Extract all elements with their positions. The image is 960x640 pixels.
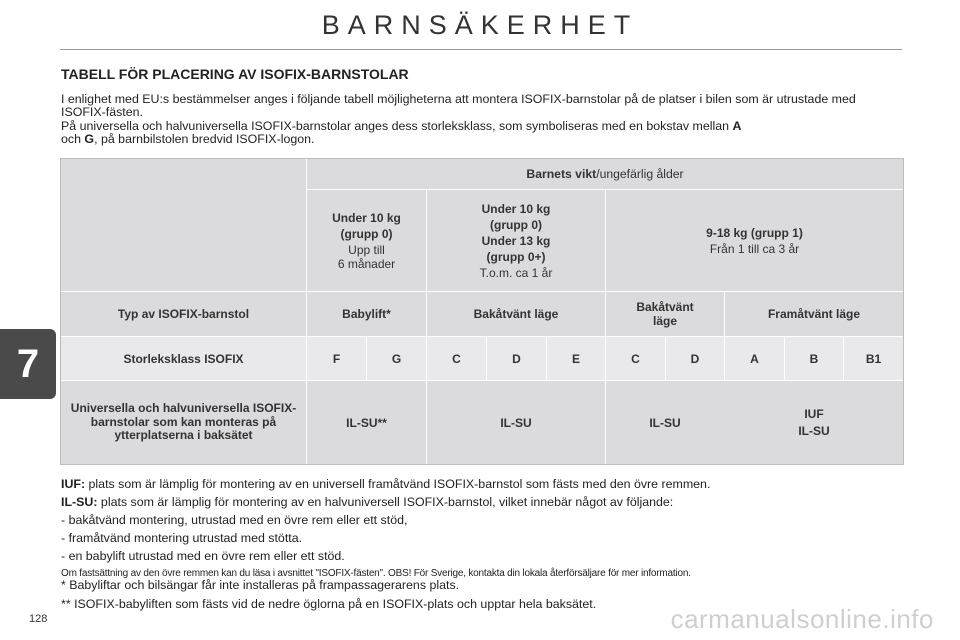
legend-notes	[61, 475, 911, 583]
page-header: BARNSÄKERHET	[321, 10, 639, 40]
group-header-3: 9-18 kg (grupp 1) Från 1 till ca 3 år	[706, 225, 803, 256]
note-iuf: IUF: plats som är lämplig för montering av en universell framåtvänd ISOFIX-barnstol som fästs med den övre remmen.	[61, 477, 711, 491]
watermark: carmanualsonline.info	[670, 604, 934, 634]
note-bullet: - en babylift utrustad med en övre rem eller ett stöd.	[61, 549, 345, 563]
size-cell: D	[512, 351, 521, 366]
size-cell: F	[332, 351, 341, 366]
value-group-1-forward: IUF IL-SU	[798, 407, 830, 438]
group-header-2: Under 10 kg (grupp 0) Under 13 kg (grupp 0+) T.o.m. ca 1 år	[479, 201, 553, 280]
note-bullet: - bakåtvänd montering, utrustad med en övre rem eller ett stöd,	[61, 513, 408, 527]
type-rearward-2: Bakåtvänt läge	[636, 300, 694, 328]
size-cell: E	[571, 351, 580, 366]
size-row-label: Storleksklass ISOFIX	[123, 351, 244, 366]
note-small-print: Om fastsättning av den övre remmen kan du läsa i avsnittet "ISOFIX-fästen". OBS! För Sverige, kontakta din lokala återförsäljare för mer information.	[61, 568, 691, 579]
group-header-1: Under 10 kg (grupp 0) Upp till 6 månader	[332, 210, 401, 271]
intro-paragraph-2: På universella och halvuniversella ISOFIX-barnstolar anges dess storleksklass, som symboliseras med en bokstav mellan A och G, på barnbilstolen bredvid ISOFIX-logon.	[61, 119, 742, 146]
note-bullet: - framåtvänd montering utrustad med stötta.	[61, 531, 303, 545]
isofix-table	[60, 158, 904, 465]
note-ilsu: IL-SU: plats som är lämplig för montering av en halvuniversell ISOFIX-barnstol, vilket innebär något av följande:	[61, 495, 674, 509]
value-group-0: IL-SU	[500, 415, 532, 430]
page-number: 128	[29, 613, 48, 625]
footnote-2: ** ISOFIX-babyliften som fästs vid de nedre öglorna på en ISOFIX-plats och upptar hela baksätet.	[61, 597, 597, 611]
size-cell: B	[809, 351, 819, 366]
header-rule	[60, 49, 902, 50]
size-cell: G	[391, 351, 402, 366]
intro-text	[61, 93, 903, 146]
size-cell: C	[631, 351, 640, 366]
chapter-tab	[0, 329, 56, 399]
size-cell: B1	[865, 351, 882, 366]
intro-paragraph-1: I enlighet med EU:s bestämmelser anges i följande tabell möjligheterna att montera ISOFIX-barnstolar på de platser i bilen som är utrustade med ISOFIX-fästen.	[61, 92, 856, 119]
universal-row-label: Universella och halvuniversella ISOFIX-barnstolar som kan monteras på ytterplatserna i baksätet	[70, 401, 297, 443]
chapter-number: 7	[16, 342, 40, 386]
value-group-1-rear: IL-SU	[649, 415, 681, 430]
weight-header: Barnets vikt/ungefärlig ålder	[526, 167, 684, 181]
type-rearward-1: Bakåtvänt läge	[473, 307, 559, 321]
size-cell: C	[452, 351, 461, 366]
section-title: TABELL FÖR PLACERING AV ISOFIX-BARNSTOLAR	[61, 66, 409, 82]
footnote-1: * Babyliftar och bilsängar får inte installeras på frampassagerarens plats.	[61, 578, 460, 592]
type-forward: Framåtvänt läge	[767, 307, 861, 321]
value-babylift: IL-SU**	[346, 415, 387, 430]
type-babylift: Babylift*	[342, 307, 391, 321]
size-cell: A	[750, 351, 759, 366]
size-cell: D	[690, 351, 700, 366]
type-row-label: Typ av ISOFIX-barnstol	[117, 307, 250, 321]
